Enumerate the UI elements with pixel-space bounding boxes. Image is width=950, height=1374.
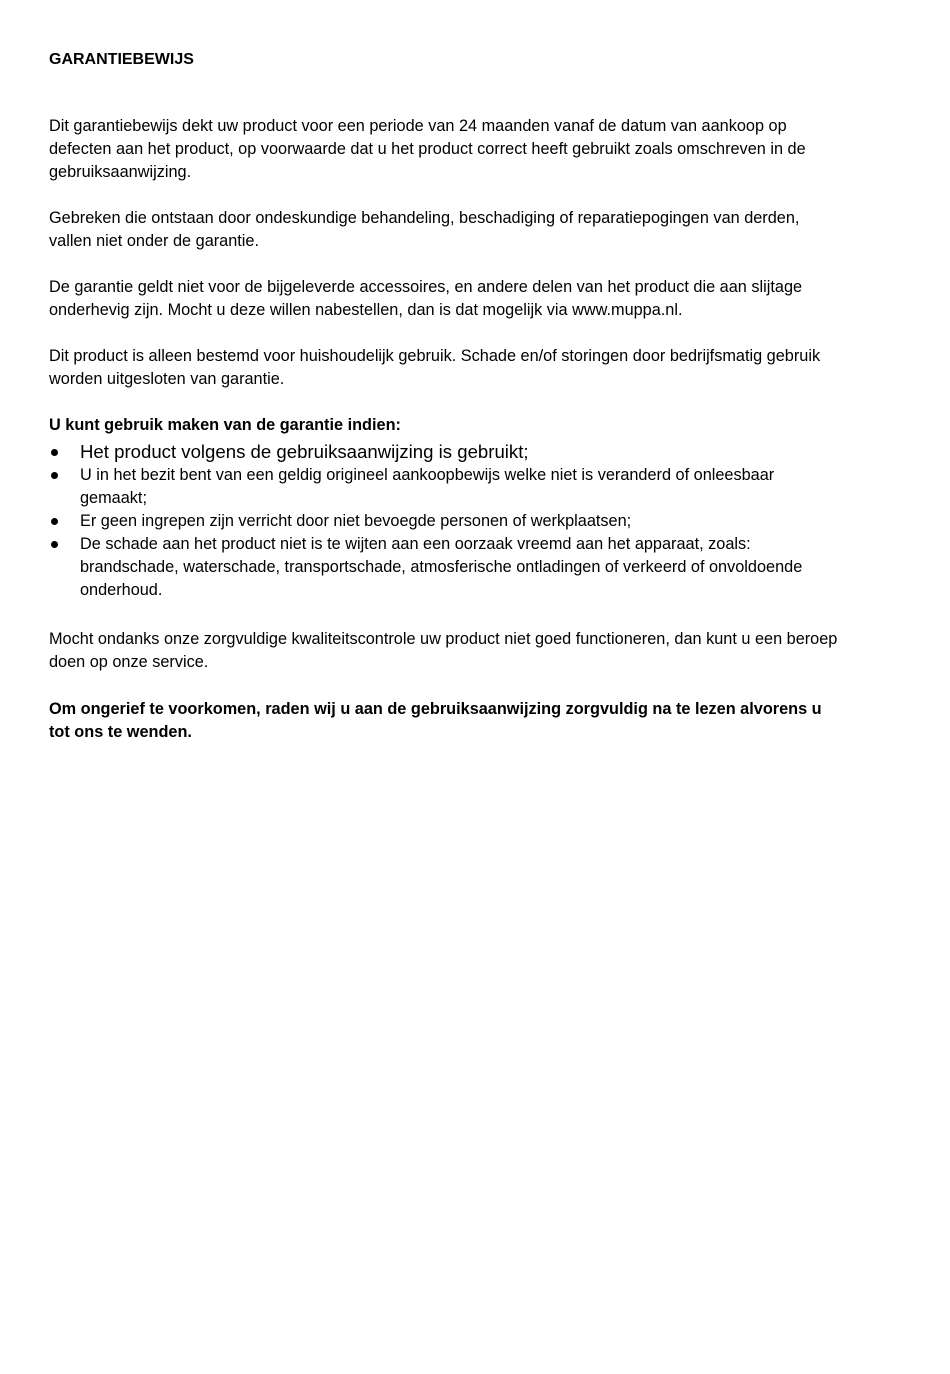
condition-text: Er geen ingrepen zijn verricht door niet bevoegde personen of werkplaatsen; (80, 512, 632, 530)
paragraph-service: Mocht ondanks onze zorgvuldige kwaliteitscontrole uw product niet goed functioneren, dan kunt u een beroep doen op onze service. (49, 630, 838, 671)
bullet-icon (51, 541, 58, 548)
condition-text: De schade aan het product niet is te wijten aan een oorzaak vreemd aan het apparaat, zoals: brandschade, waterschade, transportschade, atmosferische ontladingen of verkeerd of onvoldoende onderhoud. (80, 535, 803, 599)
bullet-icon (51, 518, 58, 525)
closing-note: Om ongerief te voorkomen, raden wij u aan de gebruiksaanwijzing zorgvuldig na te lezen alvorens u tot ons te wenden. (49, 700, 822, 741)
condition-text: U in het bezit bent van een geldig origineel aankoopbewijs welke niet is veranderd of onleesbaar gemaakt; (80, 466, 775, 507)
paragraph-household-use: Dit product is alleen bestemd voor huishoudelijk gebruik. Schade en/of storingen door bedrijfsmatig gebruik worden uitgesloten van garantie. (49, 347, 821, 388)
list-item (49, 510, 839, 533)
list-item (49, 440, 839, 464)
conditions-heading: U kunt gebruik maken van de garantie indien: (49, 416, 401, 434)
bullet-icon (51, 472, 58, 479)
paragraph-exclusions: Gebreken die ontstaan door ondeskundige behandeling, beschadiging of reparatiepogingen van derden, vallen niet onder de garantie. (49, 209, 800, 250)
conditions-list (49, 440, 839, 602)
condition-text: Het product volgens de gebruiksaanwijzing is gebruikt; (80, 441, 529, 462)
list-item (49, 464, 839, 510)
bullet-icon (51, 449, 58, 456)
document-title: GARANTIEBEWIJS (49, 51, 194, 68)
paragraph-coverage: Dit garantiebewijs dekt uw product voor een periode van 24 maanden vanaf de datum van aankoop op defecten aan het product, op voorwaarde dat u het product correct heeft gebruikt zoals omschreven in de gebruiksaanwijzing. (49, 117, 806, 181)
list-item (49, 533, 839, 602)
paragraph-accessories: De garantie geldt niet voor de bijgeleverde accessoires, en andere delen van het product die aan slijtage onderhevig zijn. Mocht u deze willen nabestellen, dan is dat mogelijk via www.muppa.nl. (49, 278, 803, 319)
